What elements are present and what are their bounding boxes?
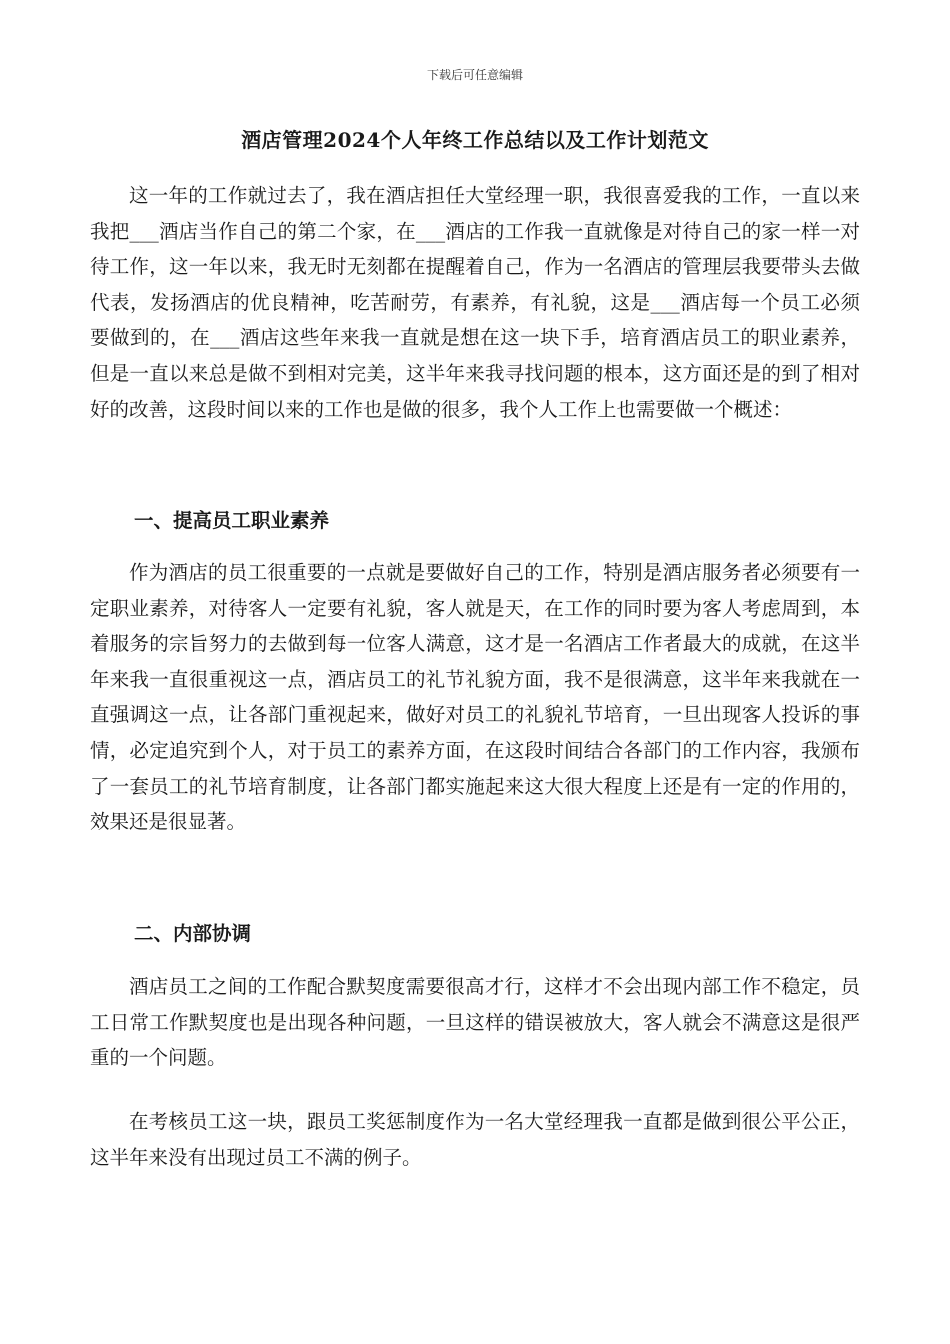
section1-paragraph-block xyxy=(90,555,860,840)
section2-paragraph-1: 酒店员工之间的工作配合默契度需要很高才行，这样才不会出现内部工作不稳定，员工日常工作默契度也是出现各种问题，一旦这样的错误被放大，客人就会不满意这是很严重的一个问题。 xyxy=(90,975,860,1070)
section2-paragraph-2: 在考核员工这一块，跟员工奖惩制度作为一名大堂经理我一直都是做到很公平公正，这半年来没有出现过员工不满的例子。 xyxy=(90,1110,860,1169)
section2-paragraph2-block xyxy=(90,1104,860,1175)
intro-paragraph-block xyxy=(90,178,860,427)
section1-paragraph: 作为酒店的员工很重要的一点就是要做好自己的工作，特别是酒店服务者必须要有一定职业素养，对待客人一定要有礼貌，客人就是天，在工作的同时要为客人考虑周到，本着服务的宗旨努力的去做到每一位客人满意，这才是一名酒店工作者最大的成就，在这半年来我一直很重视这一点，酒店员工的礼节礼貌方面，我不是很满意，这半年来我就在一直强调这一点，让各部门重视起来，做好对员工的礼貌礼节培育，一旦出现客人投诉的事情，必定追究到个人，对于员工的素养方面，在这段时间结合各部门的工作内容，我颁布了一套员工的礼节培育制度，让各部门都实施起来这大很大程度上还是有一定的作用的，效果还是很显著。 xyxy=(90,561,860,834)
header-note: 下载后可任意编辑 xyxy=(426,68,523,82)
section-heading-2: 二、内部协调 xyxy=(134,922,252,945)
section-heading-1: 一、提高员工职业素养 xyxy=(134,509,330,532)
section2-paragraph1-block xyxy=(90,969,860,1076)
document-title: 酒店管理2024个人年终工作总结以及工作计划范文 xyxy=(241,128,709,152)
intro-paragraph: 这一年的工作就过去了，我在酒店担任大堂经理一职，我很喜爱我的工作，一直以来我把___酒店当作自己的第二个家，在___酒店的工作我一直就像是对待自己的家一样一对待工作，这一年以来，我无时无刻都在提醒着自己，作为一名酒店的管理层我要带头去做代表，发扬酒店的优良精神，吃苦耐劳，有素养，有礼貌，这是___酒店每一个员工必须要做到的，在___酒店这些年来我一直就是想在这一块下手，培育酒店员工的职业素养，但是一直以来总是做不到相对完美，这半年来我寻找问题的根本，这方面还是的到了相对好的改善，这段时间以来的工作也是做的很多，我个人工作上也需要做一个概述： xyxy=(90,184,860,421)
